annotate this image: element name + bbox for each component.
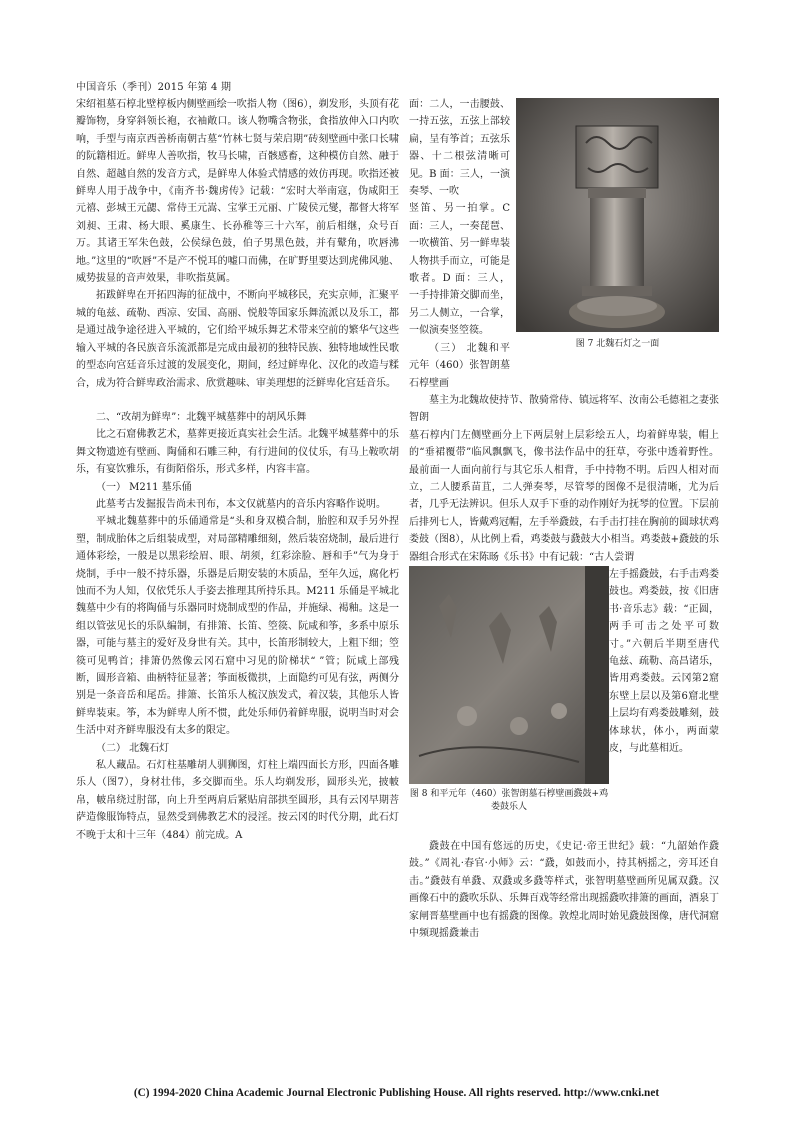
tomb-mural-photo (409, 566, 609, 784)
paragraph: 面：二人，一击腰鼓、一持五弦，五弦上部较扁，呈有筝首；五弦乐器、十二根弦清晰可见。B 面：三人，一演奏琴、一吹 (409, 99, 510, 198)
figure-7 (516, 98, 719, 356)
subsection-heading: （二） 北魏石灯 (96, 742, 170, 754)
figure-7-caption: 图 7 北魏石灯之一面 (575, 339, 660, 350)
journal-header: 中国音乐（季刊）2015 年第 4 期 (76, 82, 232, 93)
subsection-heading: （三） 北魏和平元年（460）张智朗墓石椁壁画 (409, 342, 510, 389)
paragraph: 鼗鼓在中国有悠远的历史，《史记·帝王世纪》载：“九韶始作鼗鼓。”《周礼·春官·小师》云：“鼗，如鼓而小，持其柄摇之，旁耳还自击。”鼗鼓有单鼗、双鼗或多鼗等样式，张智明墓壁画所见属双鼗。汉画像石中的鼗吹乐队、乐舞百戏等经常出现摇鼗吹排箫的画面，酒泉丁家闸晋墓壁画中也有摇鼗的图像。敦煌北周时始见鼗鼓图像，唐代洞窟中频现摇鼗兼击 (409, 840, 719, 939)
section-heading: 二、“改胡为鲜卑”：北魏平城墓葬中的胡风乐舞 (96, 411, 307, 423)
paragraph: 平城北魏墓葬中的乐俑通常是“头和身双模合制，胎腔和双手另外捏塑，制成胎体之后组装成型，对局部精雕细刻，然后装窑烧制，最后进行通体彩绘，一般是以黑彩绘眉、眼、胡须，红彩涂脸、唇和手”气为身于烧制，手中一般不持乐器，乐器是后期安装的木质品，至年久远，腐化朽蚀而不为人知，仅依凭乐人手姿去推理其所持乐具。M211 乐俑是平城北魏墓中少有的将陶俑与乐器同时烧制成型的作品，并施绿、褐釉。这是一组以管弦见长的乐队编制，有排箫、长笛、箜篌、阮咸和筝，多系中原乐器，可能与墓主的爱好及身世有关。其中，长笛形制较大，上粗下细；箜篌可见鸭首；排箫仍然像云冈石窟中习见的阶梯状“ ”管；阮咸上部残断，圆形音箱、曲柄特征显著；筝面板微拱，上面隐约可见有弦，两侧分别是一条音岳和尾岳。排箫、长笛乐人梳汉族发式，着汉装，其他乐人皆鲜卑装束。筝，本为鲜卑人所不惯，此处乐师仍着鲜卑服，说明当时对会生活中对齐鲜卑服没有太多的限定。 (76, 516, 399, 737)
subsection-heading: （一） M211 墓乐俑 (96, 481, 192, 493)
copyright-footer: (C) 1994-2020 China Academic Journal Electronic Publishing House. All rights reserved. http://www.cnki.net (133, 1087, 660, 1099)
paragraph: 拓跋鲜卑在开拓四海的征战中，不断向平城移民，充实京师，汇聚平城的龟兹、疏勒、西凉、安国、高丽、悦般等国家乐舞流派以及乐工，都是通过战争途径进入平城的，它们给平城乐舞艺术带来空前的繁华气这些输入平城的各民族音乐流派都是完成由最初的独特民族、独特地域性民歌的型态向宫廷音乐过渡的发展变化，期间，经过鲜卑化、汉化的改造与糅合，成为符合鲜卑政治需求、欣赏趣味、审美理想的泛鲜卑化宫廷音乐。 (76, 290, 399, 389)
paragraph: 竖笛、另一拍掌。C 面：三人，一奏琵琶、一吹横笛、另一鲜卑装人物拱手而立，可能是歌者。D 面：三人，一手持排箫交脚而坐，另二人侧立，一合掌，一似演奏竖箜篌。 (409, 203, 510, 337)
figure-8-caption-box (409, 784, 609, 838)
paragraph: 此墓考古发掘报告尚未刊布，本文仅就墓内的音乐内容略作说明。 (96, 498, 386, 510)
paragraph: 比之石窟佛教艺术，墓葬更接近真实社会生活。北魏平城墓葬中的乐舞文物遗迹有壁画、陶俑和石雕三种，有行进间的仪仗乐，有马上鞍吹胡乐，有宴饮雅乐，有街陌俗乐，形式多样，内容丰富。 (76, 429, 399, 476)
paragraph: 墓主为北魏故使持节、散骑常侍、镇远将军、汝南公毛德祖之妻张智朗 (409, 394, 719, 424)
paragraph: 左手摇鼗鼓，右手击鸡娄鼓也。鸡娄鼓，按《旧唐书·音乐志》载：“正圆，两手可击之处平可数寸。”六朝后半期至唐代龟兹、疏勒、高昌诸乐，皆用鸡娄鼓。云冈第2窟东壁上层以及第6窟北壁上层均有鸡娄鼓雕刻，鼓体球状，体小，两面蒙皮，与此墓相近。 (609, 568, 719, 755)
paragraph: 私人藏品。石灯柱基雕胡人驯狮图，灯柱上端四面长方形，四面各雕乐人（图7），身材壮伟，多交脚而坐。乐人均剃发形，圆形头光，披帔帛，帔帛绕过肘部，向上升至两肩后紧贴肩部拱至圆形，具有云冈早期菩萨造像服饰特点，显然受到佛教艺术的浸淫。按云冈的时代分期，此石灯不晚于太和十三年（484）前完成。A (76, 760, 399, 841)
paragraph: 宋绍祖墓石椁北壁椁板内侧壁画绘一吹指人物（图6），剃发形，头顶有花瓣饰物，身穿斜领长袍，衣袖敞口。该人物嘴含物张，食指放伸入口内吹响，手型与南京西善桥南朝古墓“竹林七贤与荣启期”砖刻壁画中张口长啸的阮籍相近。鲜卑人善吹指，牧马长啸，百骸感畜，这种模仿自然、融于自然、超越自然的发音方式，是鲜卑人体验式情感的效仿再现。吹指还被鲜卑人用于战争中，《南齐书·魏虏传》记载：“宏时大举南寇，伪咸阳王元禧、彭城王元勰、常侍王元嵩、宝掌王元丽、广陵侯元燮，都督大将军刘昶、王肃、杨大眼、奚康生、长孙稚等三十六军，前后相继，众号百万。其诸王军朱色鼓，公侯绿色鼓，伯子男黑色鼓，并有鼙角，吹唇沸地。”这里的“吹唇”不是产不悦耳的嘘口而佛，在旷野里要达到虎佛风驰、威势拔显的音声效果，非吹指莫属。 (76, 99, 399, 285)
figure-8 (409, 566, 609, 784)
figure-8-caption: 图 8 和平元年（460）张智朗墓石椁壁画鼗鼓+鸡娄鼓乐人 (409, 788, 609, 812)
left-column (76, 96, 399, 844)
right-column (409, 96, 719, 942)
paragraph: 墓石椁内门左侧壁画分上下两层射上层彩绘五人，均着鲜卑装，帽上的“垂裙覆带”临风飘飘飞，像书法作品中的狂草，夸张中透着野性。最前面一人面向前行与其它乐人相背，手中持物不明。后四人相对而立，二人腰系苗苴，二人弹奏琴，尽管琴的图像不是很清晰，尤为后者，几乎无法辨识。但乐人双手下垂的动作刚好为抚琴的位置。下层前后排列七人，皆戴鸡冠帽，左手举鼗鼓，右手击打挂在胸前的圆球状鸡娄鼓（图8），从比例上看，鸡娄鼓与鼗鼓大小相当。鸡娄鼓+鼗鼓的乐器组合形式在宋陈旸《乐书》中有记载：“古人尝谓 (409, 429, 719, 563)
stone-lamp-photo (516, 98, 719, 332)
